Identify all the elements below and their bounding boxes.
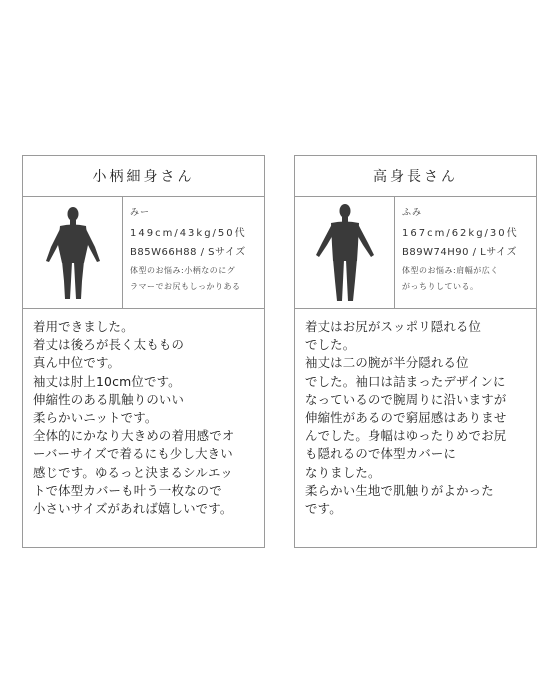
model-name: ふみ — [402, 208, 423, 218]
model-sizes: B85W66H88 / Sサイズ — [130, 247, 246, 258]
body-silhouette-icon — [295, 197, 395, 308]
body-silhouette-icon — [23, 197, 123, 308]
silhouette-tall — [312, 203, 378, 303]
model-concern: 体型のお悩み:小柄なのにグ ラマーでお尻もしっかりある — [130, 266, 241, 291]
model-info — [395, 197, 519, 308]
model-stats: 149cm/43kg/50代 — [130, 228, 247, 239]
model-profile — [295, 197, 536, 309]
model-name: みー — [130, 208, 151, 218]
silhouette-petite — [43, 205, 103, 301]
model-info — [123, 197, 247, 308]
model-sizes: B89W74H90 / Lサイズ — [402, 247, 517, 258]
model-stats: 167cm/62kg/30代 — [402, 228, 519, 239]
model-concern: 体型のお悩み:肩幅が広く がっちりしている。 — [402, 266, 499, 291]
card-title: 小柄細身さん — [23, 156, 264, 197]
model-profile — [23, 197, 264, 309]
review-comment: 着用できました。 着丈は後ろが長く太ももの 真ん中位です。 袖丈は肘上10cm位です。 伸縮性のある肌触りのいい 柔らかいニットです。 全体的にかなり大きめの着用感でオ ーバーサイズで着るにも少し大きい 感じです。ゆるっと決まるシルエッ トで体型カバーも叶う一枚なので 小さいサイズがあれば嬉しいです。 — [33, 319, 235, 517]
review-comment: 着丈はお尻がスッポリ隠れる位 でした。 袖丈は二の腕が半分隠れる位 でした。袖口は詰まったデザインに なっているので腕周りに沿いますが 伸縮性があるので窮屈感はありませ んでした。身幅はゆったりめでお尻 も隠れるので体型カバーに なりました。 柔らかい生地で肌触りがよかった です。 — [305, 319, 507, 517]
card-title: 高身長さん — [295, 156, 536, 197]
model-card-petite — [22, 155, 265, 548]
model-card-tall — [294, 155, 537, 548]
